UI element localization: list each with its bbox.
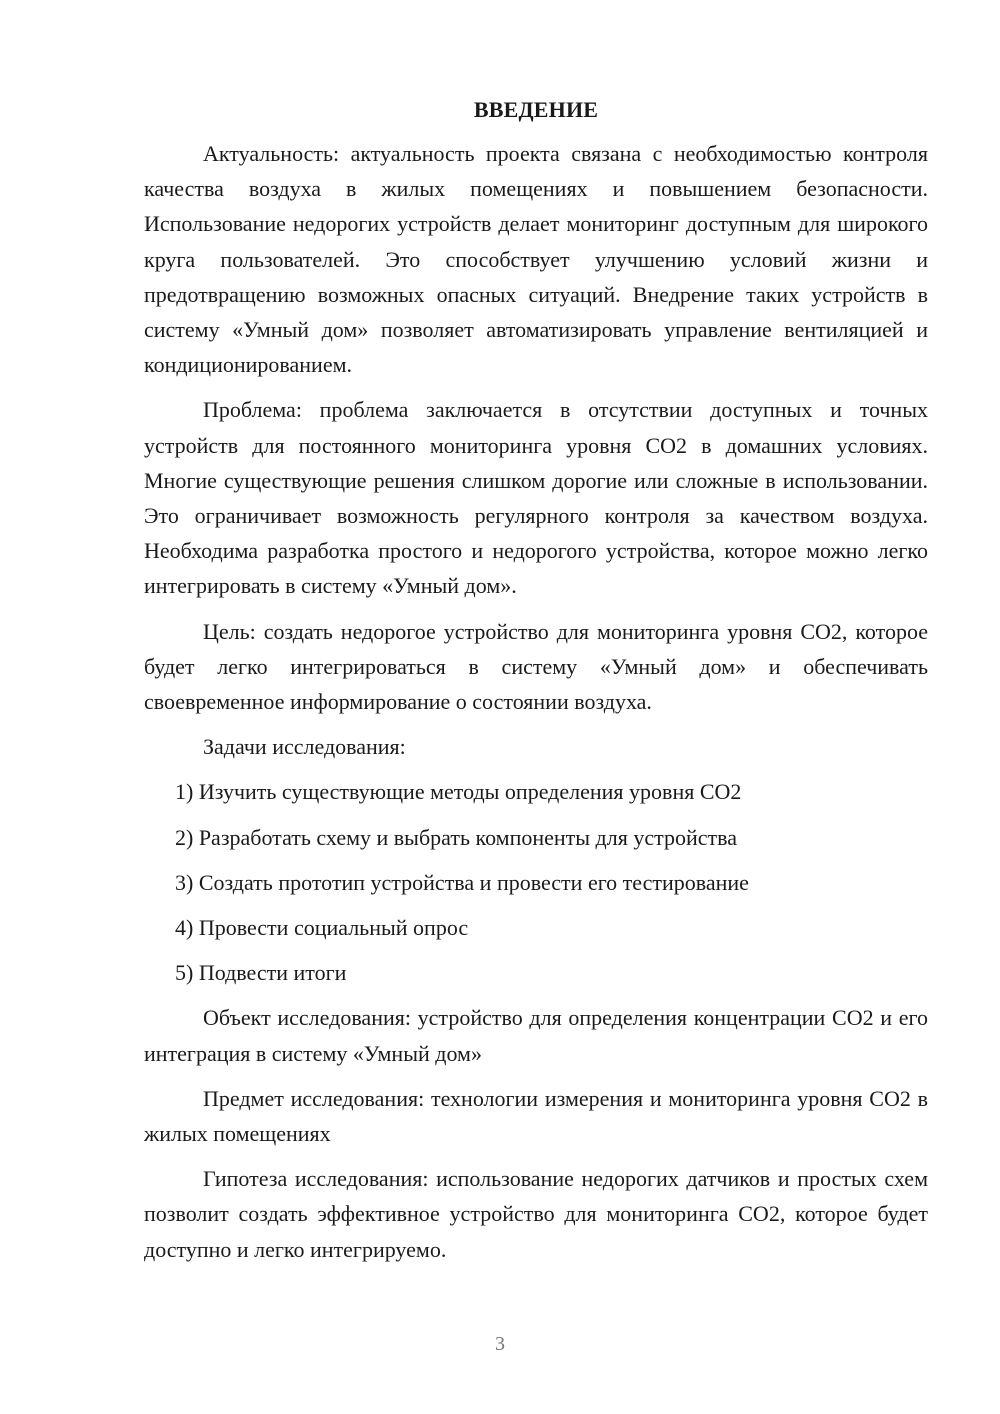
paragraph-object: Объект исследования: устройство для определения концентрации CO2 и его интеграция в систему «Умный дом» xyxy=(144,1005,928,1066)
list-item: 2) Разработать схему и выбрать компоненты для устройства xyxy=(175,824,738,850)
task-list xyxy=(144,774,928,990)
page-title: ВВЕДЕНИЕ xyxy=(473,97,599,122)
paragraph-problem: Проблема: проблема заключается в отсутствии доступных и точных устройств для постоянного мониторинга уровня CO2 в домашних условиях. Многие существующие решения слишком дорогие или сложные в использовании. Это ограничивает возможность регулярного контроля за качеством воздуха. Необходима разработка простого и недорогого устройства, которое можно легко интегрировать в систему «Умный дом». xyxy=(144,397,928,599)
paragraph-hypothesis: Гипотеза исследования: использование недорогих датчиков и простых схем позволит создать эффективное устройство для мониторинга CO2, которое будет доступно и легко интегрируемо. xyxy=(144,1166,928,1262)
paragraph-goal: Цель: создать недорогое устройство для мониторинга уровня CO2, которое будет легко интегрироваться в систему «Умный дом» и обеспечивать своевременное информирование о состоянии воздуха. xyxy=(144,618,928,715)
page-number: 3 xyxy=(495,1333,505,1355)
list-item: 3) Создать прототип устройства и провести его тестирование xyxy=(175,869,749,895)
list-item: 5) Подвести итоги xyxy=(175,960,347,986)
list-item: 1) Изучить существующие методы определения уровня CO2 xyxy=(175,779,742,805)
list-item: 4) Провести социальный опрос xyxy=(175,915,469,941)
paragraph-relevance: Актуальность: актуальность проекта связана с необходимостью контроля качества воздуха в жилых помещениях и повышением безопасности. Использование недорогих устройств делает мониторинг доступным для широкого круга пользователей. Это способствует улучшению условий жизни и предотвращению возможных опасных ситуаций. Внедрение таких устройств в систему «Умный дом» позволяет автоматизировать управление вентиляцией и кондиционированием. xyxy=(144,141,928,378)
paragraph-subject: Предмет исследования: технологии измерения и мониторинга уровня CO2 в жилых помещениях xyxy=(144,1085,928,1147)
document-page xyxy=(144,92,928,1277)
paragraph-tasks-heading: Задачи исследования: xyxy=(203,734,406,760)
